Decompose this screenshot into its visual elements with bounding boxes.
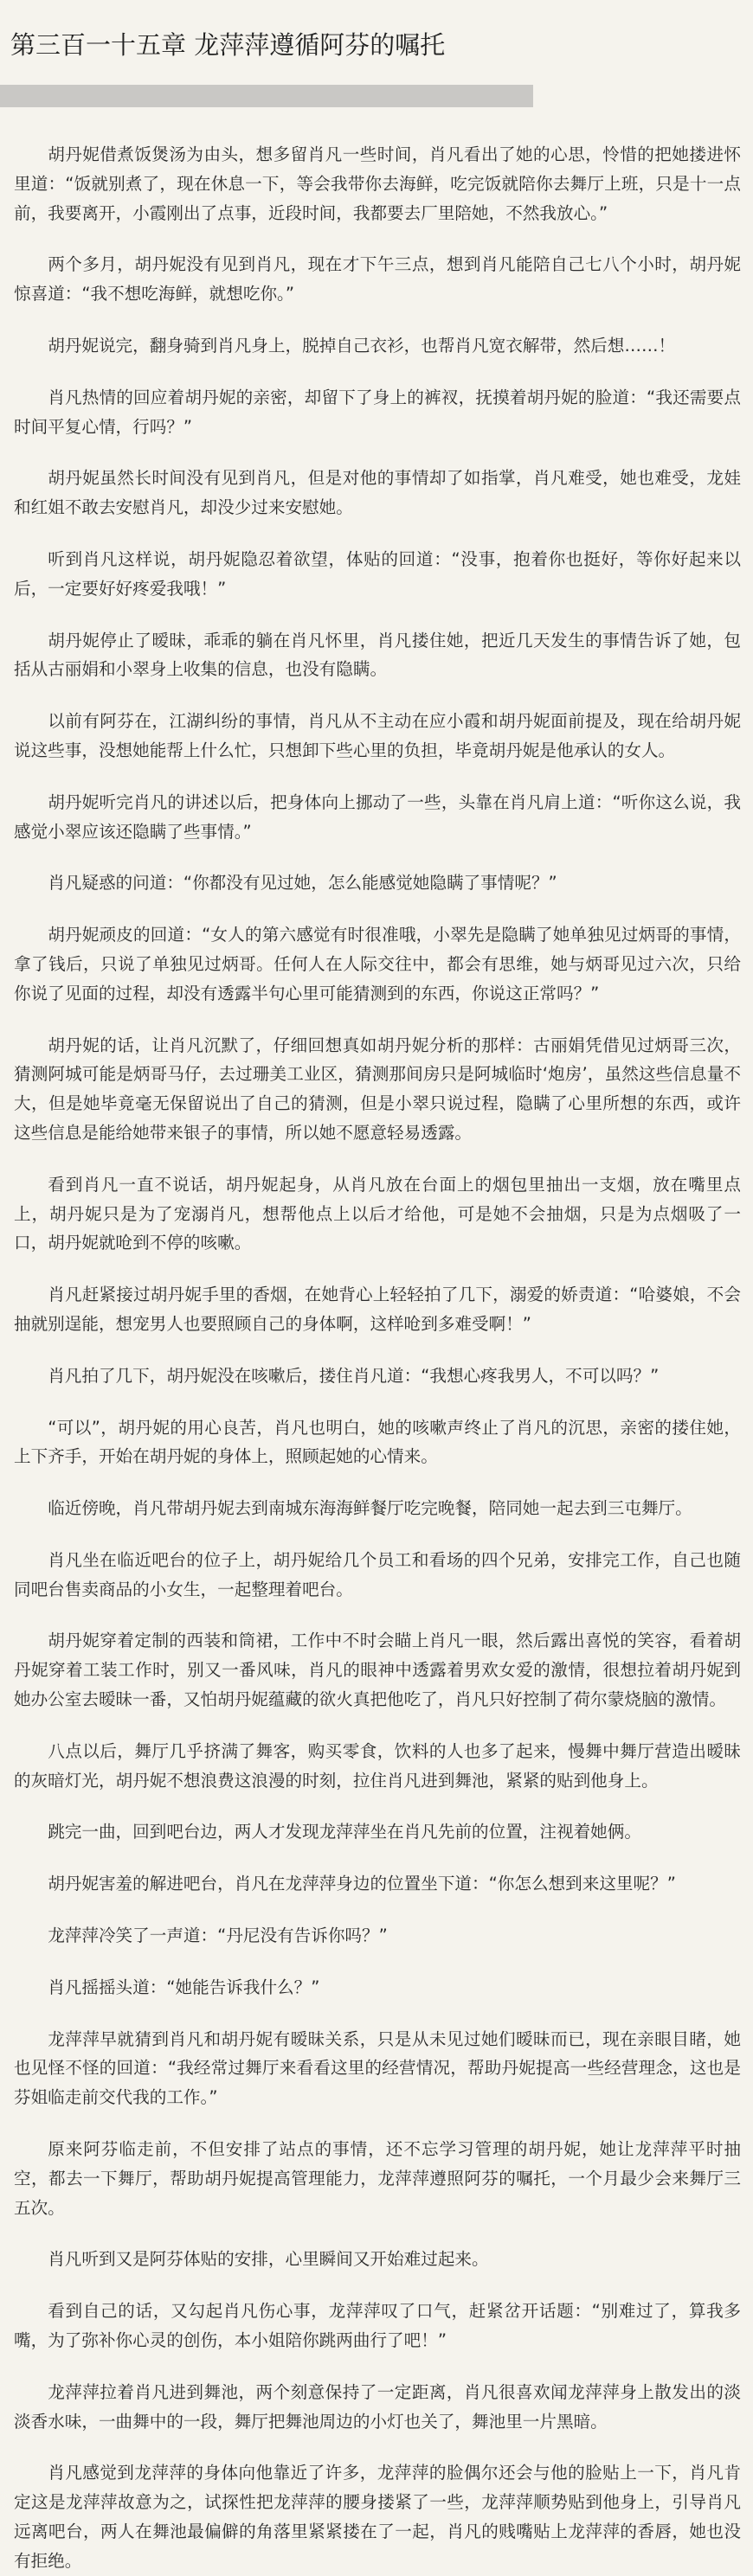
chapter-title: 第三百一十五章 龙萍萍遵循阿芬的嘱托	[10, 30, 446, 60]
paragraph-4: 肖凡热情的回应着胡丹妮的亲密，却留下了身上的裤衩，抚摸着胡丹妮的脸道：“我还需要点时间平复心情，行吗？”	[14, 387, 741, 437]
paragraph-10: 肖凡疑惑的问道：“你都没有见过她，怎么能感觉她隐瞒了事情呢？”	[48, 873, 557, 894]
paragraph-14: 肖凡赶紧接过胡丹妮手里的香烟，在她背心上轻轻拍了几下，溺爱的娇责道：“哈婆娘，不会抽就别逞能，想宠男人也要照顾自己的身体啊，这样呛到多难受啊！”	[14, 1285, 741, 1334]
paragraph-20: 八点以后，舞厅几乎挤满了舞客，购买零食，饮料的人也多了起来，慢舞中舞厅营造出暧昧的灰暗灯光，胡丹妮不想浪费这浪漫的时刻，拉住肖凡进到舞池，紧紧的贴到他身上。	[14, 1740, 741, 1791]
paragraph-23: 龙萍萍冷笑了一声道：“丹尼没有告诉你吗？”	[48, 1926, 388, 1946]
paragraph-18: 肖凡坐在临近吧台的位子上，胡丹妮给几个员工和看场的四个兄弟，安排完工作，自己也随同吧台售卖商品的小女生，一起整理着吧台。	[14, 1549, 741, 1599]
paragraph-16: “可以”，胡丹妮的用心良苦，肖凡也明白，她的咳嗽声终止了肖凡的沉思，亲密的搂住她，上下齐手，开始在胡丹妮的身体上，照顾起她的心情来。	[14, 1417, 741, 1467]
paragraph-3: 胡丹妮说完，翻身骑到肖凡身上，脱掉自己衣衫，也帮肖凡宽衣解带，然后想……！	[48, 335, 676, 356]
paragraph-22: 胡丹妮害羞的解进吧台，肖凡在龙萍萍身边的位置坐下道：“你怎么想到来这里呢？”	[48, 1874, 676, 1894]
paragraph-21: 跳完一曲，回到吧台边，两人才发现龙萍萍坐在肖凡先前的位置，注视着她俩。	[48, 1822, 641, 1842]
paragraph-5: 胡丹妮虽然长时间没有见到肖凡，但是对他的事情却了如指掌，肖凡难受，她也难受，龙娃和红姐不敢去安慰肖凡，却没少过来安慰她。	[14, 468, 741, 518]
paragraph-6: 听到肖凡这样说，胡丹妮隐忍着欲望，体贴的回道：“没事，抱着你也挺好，等你好起来以后，一定要好好疼爱我哦！”	[14, 548, 741, 599]
paragraph-19: 胡丹妮穿着定制的西装和筒裙，工作中不时会瞄上肖凡一眼，然后露出喜悦的笑容，看着胡丹妮穿着工装工作时，别又一番风味，肖凡的眼神中透露着男欢女爱的激情，很想拉着胡丹妮到她办公室去暧昧一番，又怕胡丹妮蕴藏的欲火真把他吃了，肖凡只好控制了荷尔蒙烧脑的激情。	[14, 1631, 741, 1710]
chapter-content	[0, 107, 753, 2576]
paragraph-24: 肖凡摇摇头道：“她能告诉我什么？”	[48, 1977, 320, 1997]
paragraph-9: 胡丹妮听完肖凡的讲述以后，把身体向上挪动了一些，头靠在肖凡肩上道：“听你这么说，我感觉小翠应该还隐瞒了些事情。”	[14, 791, 741, 842]
paragraph-26: 原来阿芬临走前，不但安排了站点的事情，还不忘学习管理的胡丹妮，她让龙萍萍平时抽空，都去一下舞厅，帮助胡丹妮提高管理能力，龙萍萍遵照阿芬的嘱托，一个月最少会来舞厅三五次。	[14, 2139, 741, 2218]
paragraph-30: 肖凡感觉到龙萍萍的身体向他靠近了许多，龙萍萍的脸偶尔还会与他的脸贴上一下，肖凡肯定这是龙萍萍故意为之，试探性把龙萍萍的腰身搂紧了一些，龙萍萍顺势贴到他身上，引导肖凡远离吧台，两人在舞池最偏僻的角落里紧紧搂在了一起，肖凡的贱嘴贴上龙萍萍的香唇，她也没有拒绝。	[14, 2463, 741, 2571]
paragraph-8: 以前有阿芬在，江湖纠纷的事情，肖凡从不主动在应小霞和胡丹妮面前提及，现在给胡丹妮说这些事，没想她能帮上什么忙，只想卸下些心里的负担，毕竟胡丹妮是他承认的女人。	[14, 711, 741, 760]
paragraph-7: 胡丹妮停止了暧昧，乖乖的躺在肖凡怀里，肖凡搂住她，把近几天发生的事情告诉了她，包括从古丽娟和小翠身上收集的信息，也没有隐瞒。	[14, 630, 741, 680]
paragraph-15: 肖凡拍了几下，胡丹妮没在咳嗽后，搂住肖凡道：“我想心疼我男人，不可以吗？”	[48, 1365, 660, 1386]
paragraph-12: 胡丹妮的话，让肖凡沉默了，仔细回想真如胡丹妮分析的那样：古丽娟凭借见过炳哥三次，猜测阿城可能是炳哥马仔，去过珊美工业区，猜测那间房只是阿城临时‘炮房’，虽然这些信息量不大，但是她毕竟毫无保留说出了自己的猜测，但是小翠只说过程，隐瞒了心里所想的东西，或许这些信息是能给她带来银子的事情，所以她不愿意轻易透露。	[14, 1035, 741, 1143]
paragraph-25: 龙萍萍早就猜到肖凡和胡丹妮有暧昧关系，只是从未见过她们暧昧而已，现在亲眼目睹，她也见怪不怪的回道：“我经常过舞厅来看看这里的经营情况，帮助丹妮提高一些经营理念，这也是芬姐临走前交代我的工作。”	[14, 2028, 741, 2108]
paragraph-13: 看到肖凡一直不说话，胡丹妮起身，从肖凡放在台面上的烟包里抽出一支烟，放在嘴里点上，胡丹妮只是为了宠溺肖凡，想帮他点上以后才给他，可是她不会抽烟，只是为点烟吸了一口，胡丹妮就呛到不停的咳嗽。	[14, 1174, 741, 1253]
title-divider-bar	[0, 85, 533, 107]
paragraph-17: 临近傍晚，肖凡带胡丹妮去到南城东海海鲜餐厅吃完晚餐，陪同她一起去到三屯舞厅。	[48, 1498, 692, 1519]
paragraph-27: 肖凡听到又是阿芬体贴的安排，心里瞬间又开始难过起来。	[48, 2249, 489, 2270]
paragraph-11: 胡丹妮顽皮的回道：“女人的第六感觉有时很准哦，小翠先是隐瞒了她单独见过炳哥的事情，拿了钱后，只说了单独见过炳哥。任何人在人际交往中，都会有思维，她与炳哥见过六次，只给你说了见面的过程，却没有透露半句心里可能猜测到的东西，你说这正常吗？”	[14, 925, 741, 1003]
paragraph-2: 两个多月，胡丹妮没有见到肖凡，现在才下午三点，想到肖凡能陪自己七八个小时，胡丹妮惊喜道：“我不想吃海鲜，就想吃你。”	[14, 254, 741, 304]
paragraph-1: 胡丹妮借煮饭煲汤为由头，想多留肖凡一些时间，肖凡看出了她的心思，怜惜的把她搂进怀里道：“饭就别煮了，现在休息一下，等会我带你去海鲜，吃完饭就陪你去舞厅上班，只是十一点前，我要离开，小霞刚出了点事，近段时间，我都要去厂里陪她，不然我放心。”	[14, 144, 741, 223]
paragraph-28: 看到自己的话，又勾起肖凡伤心事，龙萍萍叹了口气，赶紧岔开话题：“别难过了，算我多嘴，为了弥补你心灵的创伤，本小姐陪你跳两曲行了吧！”	[14, 2301, 741, 2351]
paragraph-29: 龙萍萍拉着肖凡进到舞池，两个刻意保持了一定距离，肖凡很喜欢闻龙萍萍身上散发出的淡淡香水味，一曲舞中的一段，舞厅把舞池周边的小灯也关了，舞池里一片黑暗。	[14, 2381, 741, 2432]
